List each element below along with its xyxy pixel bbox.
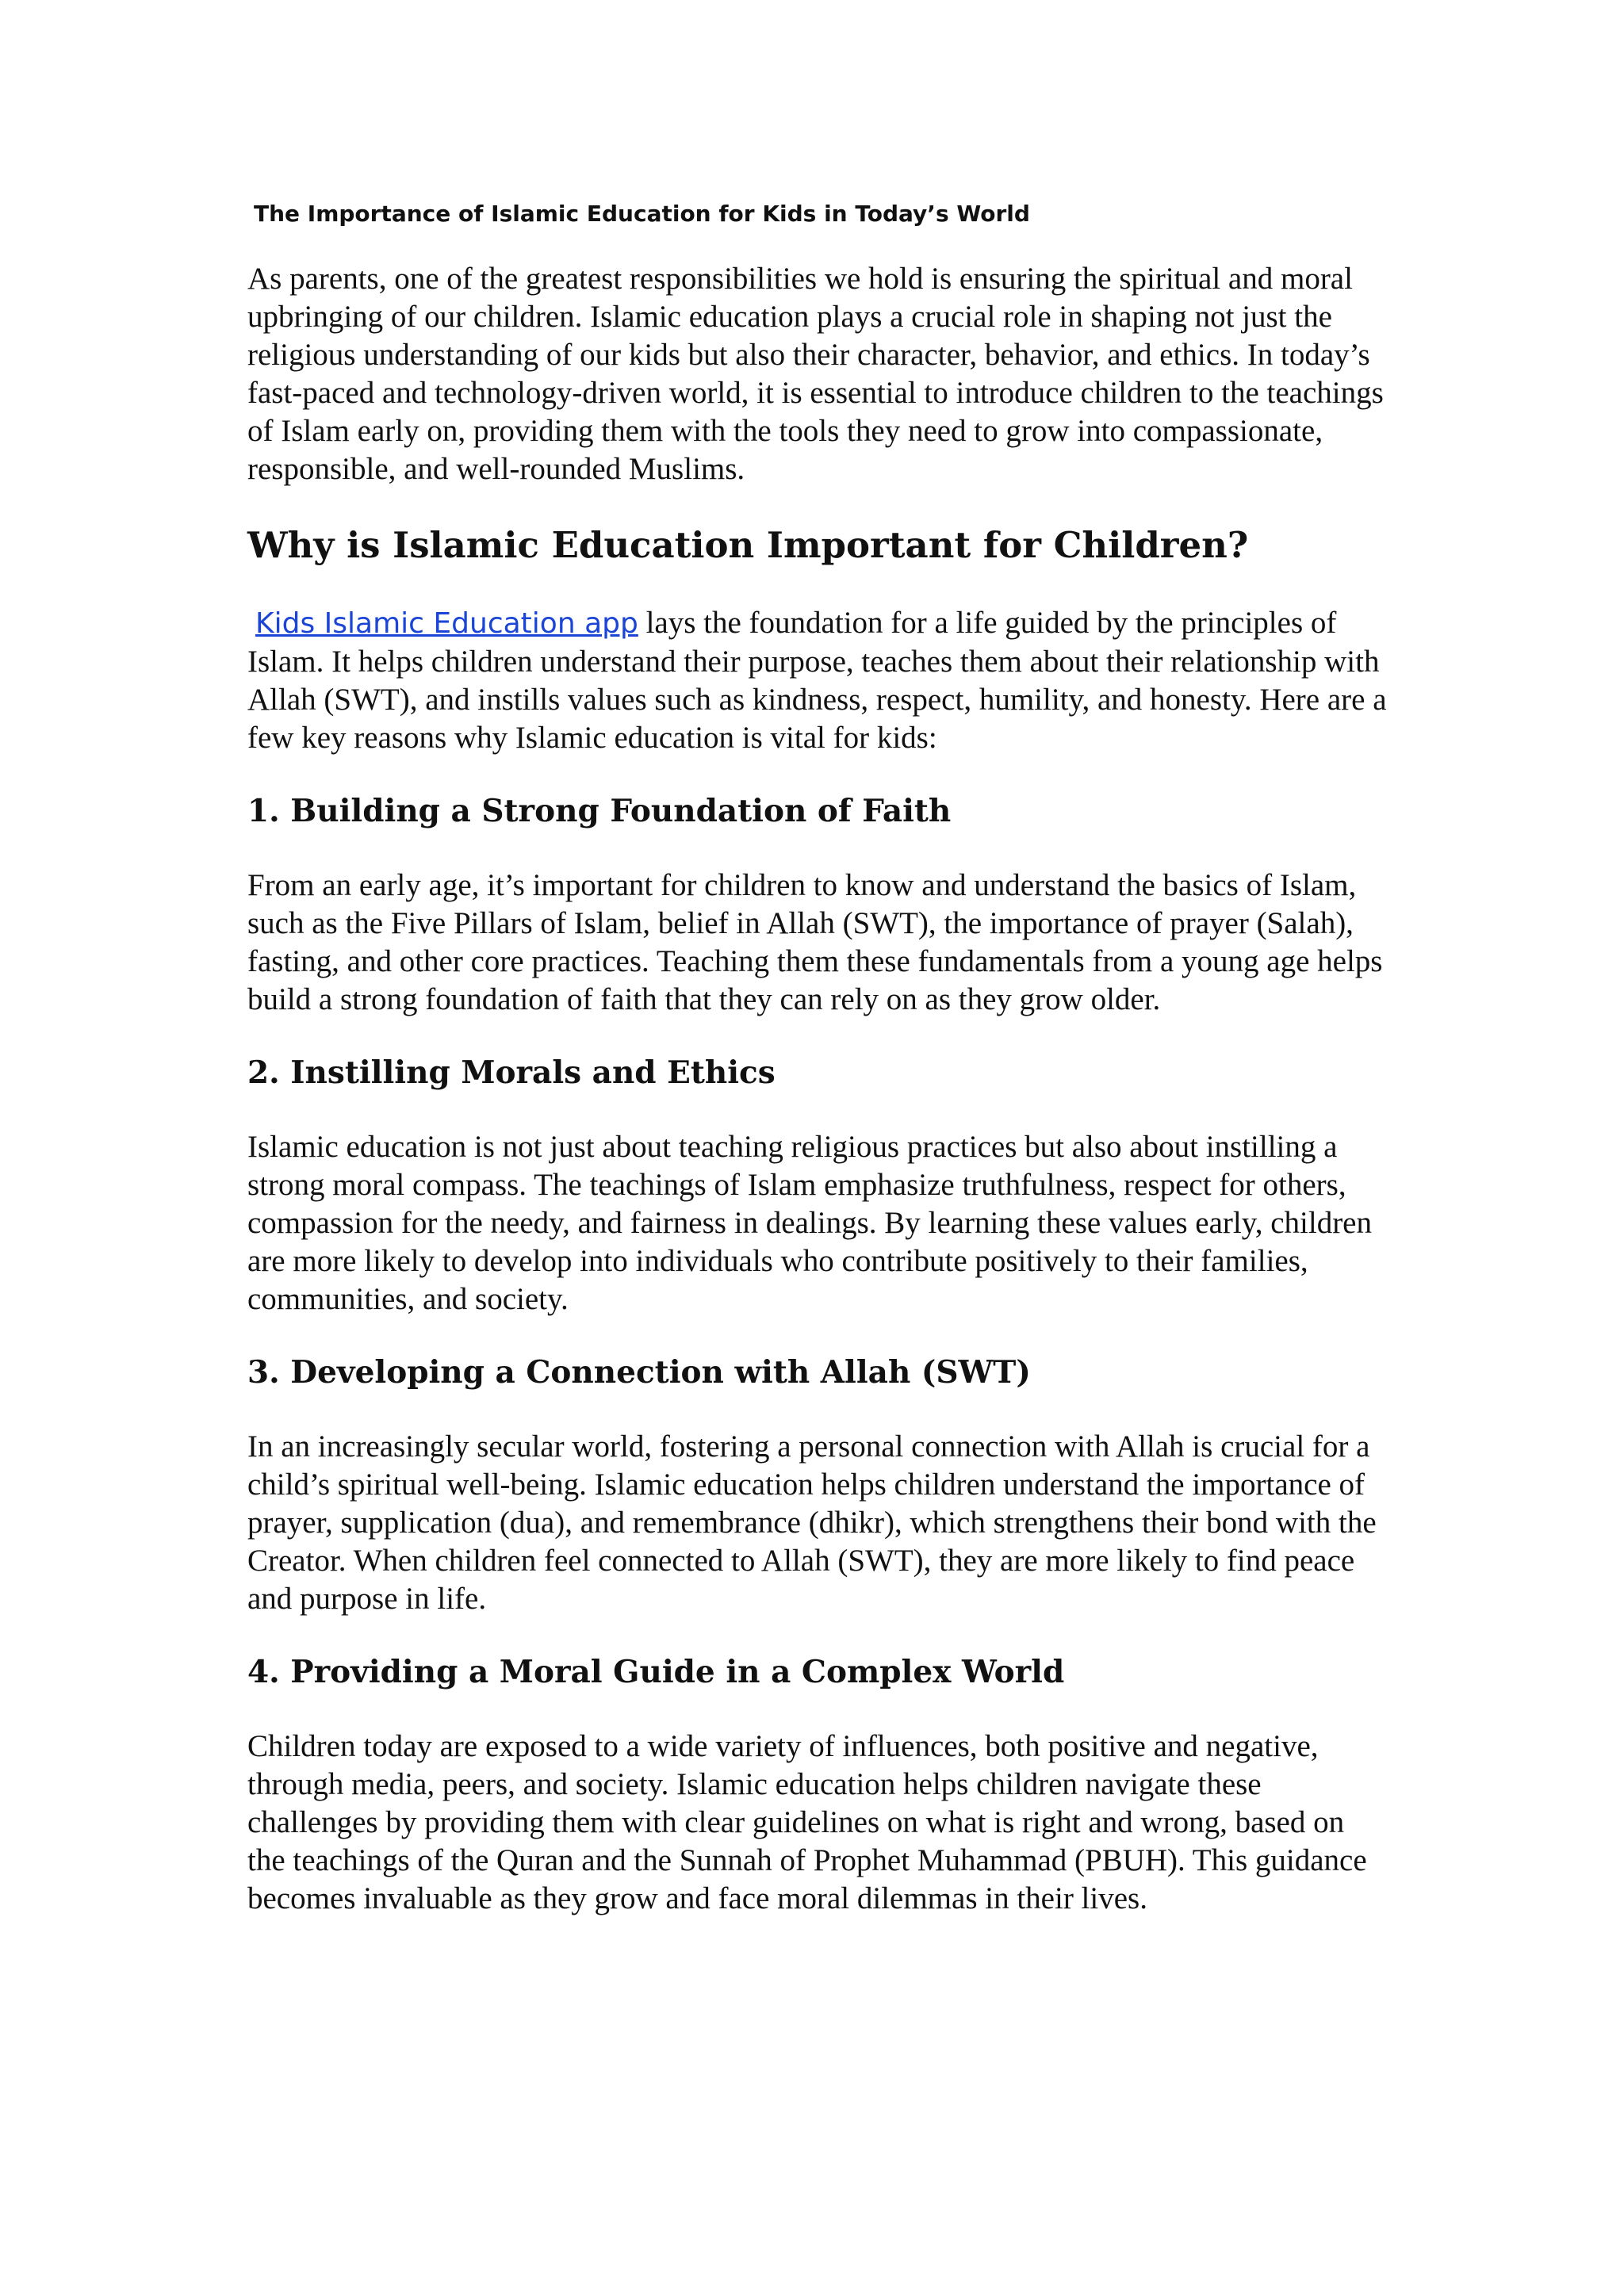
why-paragraph-text: lays the foundation for a life guided by the principles of Islam. It helps children understand their purpose, teaches them about their relationship with Allah (SWT), and instills values such as kindness, respect, humility, and honesty. Here are a few key reasons why Islamic education is vital for kids: (247, 606, 1387, 755)
section-3-body: In an increasingly secular world, fostering a personal connection with Allah is crucial for a child’s spiritual well-being. Islamic education helps children understand the importance of prayer, supplication (dua), and remembrance (dhikr), which strengthens their bond with the Creator. When children feel connected to Allah (SWT), they are more likely to find peace and purpose in life. (247, 1429, 1377, 1616)
document-content (247, 195, 1389, 1918)
section-4-heading: 4. Providing a Moral Guide in a Complex World (247, 1654, 1065, 1690)
kids-islamic-education-app-link[interactable]: Kids Islamic Education app (255, 607, 638, 640)
section-1-body: From an early age, it’s important for children to know and understand the basics of Islam, such as the Five Pillars of Islam, belief in Allah (SWT), the importance of prayer (Salah), fasting, and other core practices. Teaching them these fundamentals from a young age helps build a strong foundation of faith that they can rely on as they grow older. (247, 868, 1383, 1016)
intro-paragraph: As parents, one of the greatest responsibilities we hold is ensuring the spiritual and moral upbringing of our children. Islamic education plays a crucial role in shaping not just the religious understanding of our kids but also their character, behavior, and ethics. In today’s fast-paced and technology-driven world, it is essential to introduce children to the teachings of Islam early on, providing them with the tools they need to grow into compassionate, responsible, and well-rounded Muslims. (247, 262, 1384, 486)
why-paragraph (247, 604, 1389, 757)
section-2-body: Islamic education is not just about teaching religious practices but also about instilling a strong moral compass. The teachings of Islam emphasize truthfulness, respect for others, compassion for the needy, and fairness in dealings. By learning these values early, children are more likely to develop into individuals who contribute positively to their families, communities, and society. (247, 1130, 1372, 1316)
section-1-heading: 1. Building a Strong Foundation of Faith (247, 793, 952, 829)
section-3-heading: 3. Developing a Connection with Allah (SWT) (247, 1354, 1031, 1391)
document-title: The Importance of Islamic Education for Kids in Today’s World (254, 201, 1030, 227)
section-4-body: Children today are exposed to a wide variety of influences, both positive and negative, through media, peers, and society. Islamic education helps children navigate these challenges by providing them with clear guidelines on what is right and wrong, based on the teachings of the Quran and the Sunnah of Prophet Muhammad (PBUH). This guidance becomes invaluable as they grow and face moral dilemmas in their lives. (247, 1729, 1367, 1915)
why-heading: Why is Islamic Education Important for Children? (247, 524, 1249, 566)
section-2-heading: 2. Instilling Morals and Ethics (247, 1054, 776, 1091)
